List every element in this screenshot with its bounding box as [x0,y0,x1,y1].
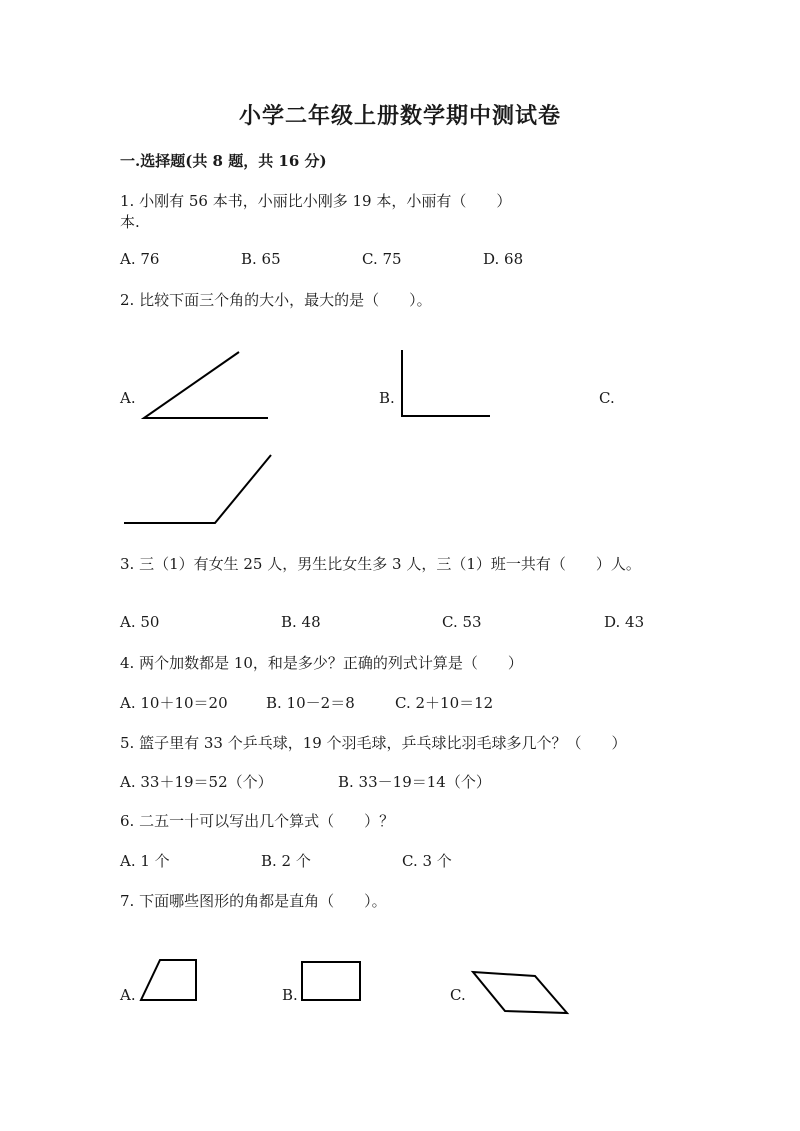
question-7-text: 7. 下面哪些图形的角都是直角（ ）。 [120,892,387,910]
question-2-label-c[interactable]: C. [599,389,615,407]
question-4-option-b[interactable]: B. 10－2＝8 [266,694,355,712]
question-5-option-a[interactable]: A. 33＋19＝52（个） [120,773,273,791]
question-4-text: 4. 两个加数都是 10，和是多少？正确的列式计算是（ ） [120,654,523,672]
question-1-option-d[interactable]: D. 68 [483,250,524,268]
question-2-label-b[interactable]: B. [379,389,395,407]
angle-c-obtuse-figure [124,455,271,523]
question-1-line-2: 本. [120,213,140,231]
shape-c-parallelogram-figure [473,972,567,1013]
question-7-label-a[interactable]: A. [120,986,136,1004]
question-1-option-a[interactable]: A. 76 [120,250,160,268]
question-1-option-c[interactable]: C. 75 [362,250,402,268]
question-3-option-d[interactable]: D. 43 [604,613,645,631]
shape-b-rectangle-figure [302,962,360,1000]
question-3-option-c[interactable]: C. 53 [442,613,482,631]
question-7-label-b[interactable]: B. [282,986,298,1004]
question-3-option-a[interactable]: A. 50 [120,613,160,631]
question-6-option-b[interactable]: B. 2 个 [261,852,311,870]
question-6-option-a[interactable]: A. 1 个 [120,852,170,870]
question-2-text: 2. 比较下面三个角的大小，最大的是（ ）。 [120,291,432,309]
question-6-text: 6. 二五一十可以写出几个算式（ ）？ [120,812,395,830]
question-4-option-a[interactable]: A. 10＋10＝20 [120,694,228,712]
angle-b-right-figure [402,350,490,416]
question-5-text: 5. 篮子里有 33 个乒乓球，19 个羽毛球，乒乓球比羽毛球多几个？（ ） [120,734,627,752]
question-3-text: 3. 三（1）有女生 25 人，男生比女生多 3 人，三（1）班一共有（ ）人。 [120,555,641,573]
question-5-option-b[interactable]: B. 33－19＝14（个） [338,773,491,791]
section-heading: 一.选择题(共 8 题，共 16 分) [120,152,327,170]
question-4-option-c[interactable]: C. 2＋10＝12 [395,694,494,712]
page-title: 小学二年级上册数学期中测试卷 [238,103,561,129]
question-1-line-1: 1. 小刚有 56 本书，小丽比小刚多 19 本，小丽有（ ） [120,192,512,210]
shape-a-trapezoid-figure [141,960,196,1000]
question-2-label-a[interactable]: A. [120,389,136,407]
question-7-label-c[interactable]: C. [450,986,466,1004]
question-6-option-c[interactable]: C. 3 个 [402,852,452,870]
question-1-option-b[interactable]: B. 65 [241,250,281,268]
question-3-option-b[interactable]: B. 48 [281,613,321,631]
angle-a-acute-figure [144,352,268,418]
